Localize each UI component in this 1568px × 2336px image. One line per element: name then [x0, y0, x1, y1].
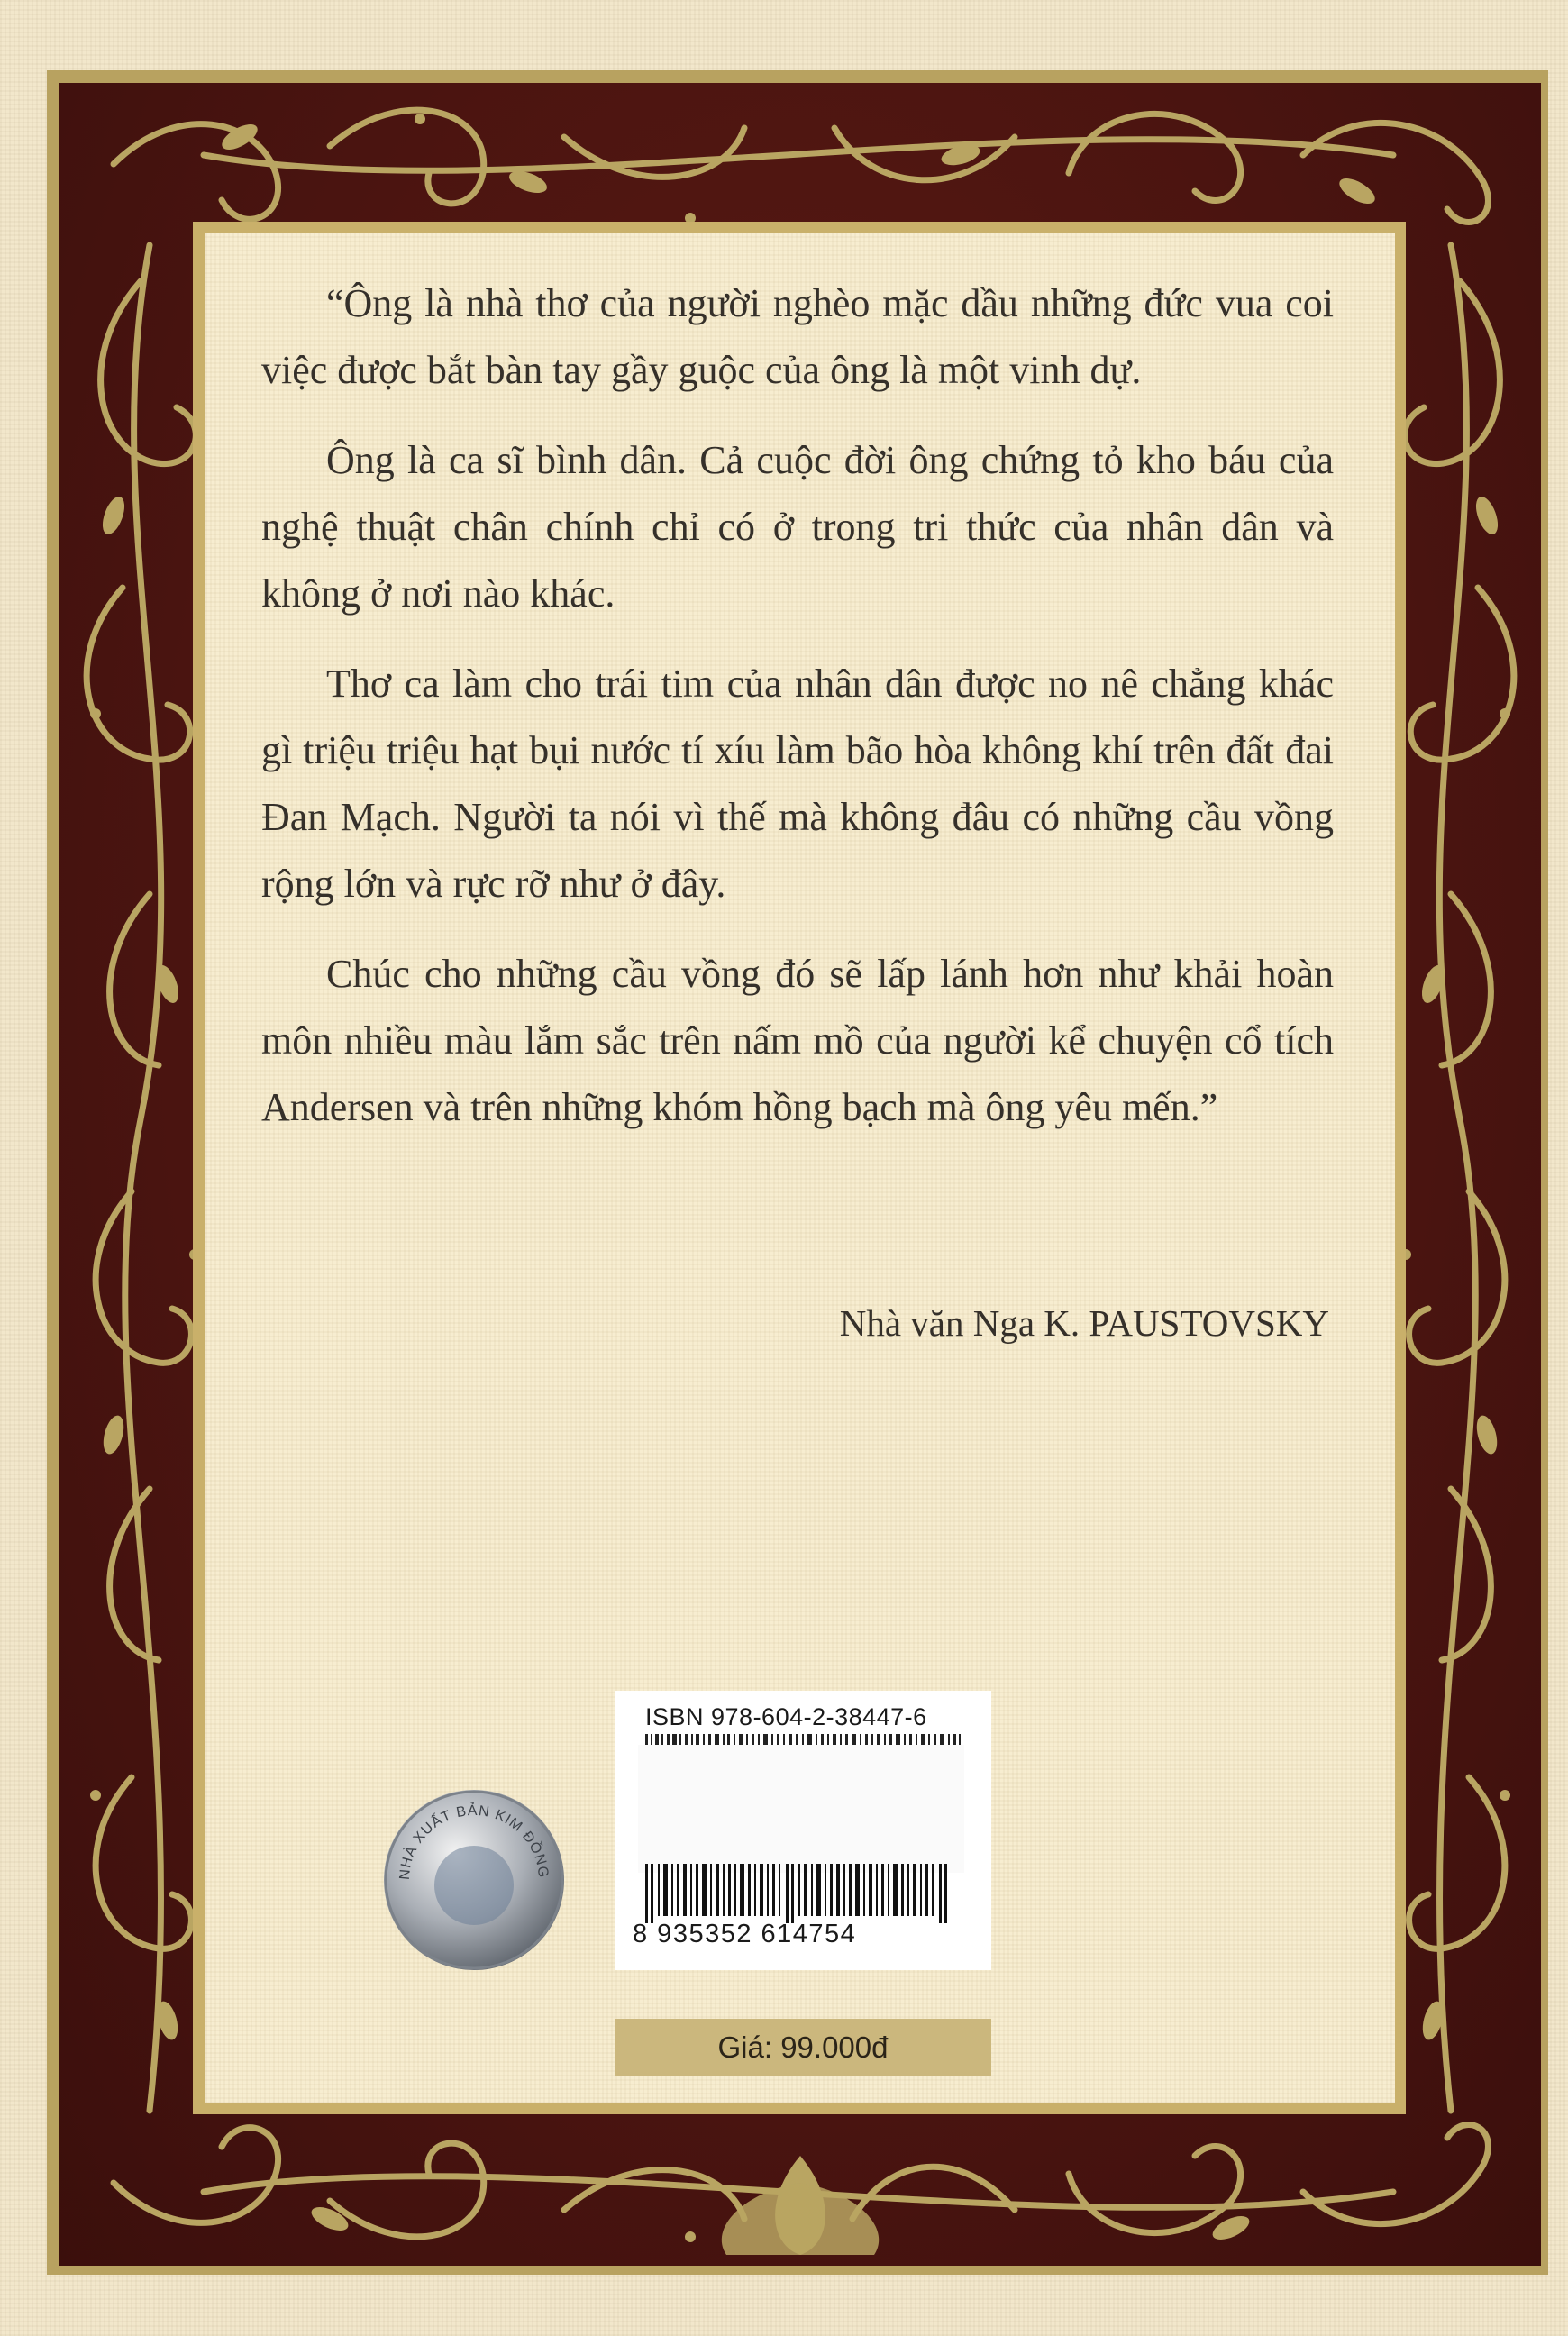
quote-block — [261, 270, 1334, 1164]
isbn-text: ISBN 978-604-2-38447-6 — [645, 1703, 927, 1730]
price-label: Giá: 99.000đ — [615, 2019, 991, 2076]
seal-text: NHÀ XUẤT BẢN KIM ĐỒNG — [397, 1802, 552, 1881]
quote-paragraph: Chúc cho những cầu vồng đó sẽ lấp lánh hơn như khải hoàn môn nhiều màu lắm sắc trên nấm mồ của người kể chuyện cổ tích Andersen và trên những khóm hồng bạch mà ông yêu mến.” — [261, 952, 1334, 1129]
publisher-seal-icon — [382, 1788, 566, 1972]
quote-paragraph: Ông là ca sĩ bình dân. Cả cuộc đời ông chứng tỏ kho báu của nghệ thuật chân chính chỉ có ở trong tri thức của nhân dân và không ở nơi nào khác. — [261, 438, 1334, 616]
barcode-blank-area — [638, 1745, 964, 1873]
ean-digits: 8 935352 614754 — [633, 1920, 857, 1948]
ean-barcode-icon — [645, 1864, 979, 1923]
quote-attribution: Nhà văn Nga K. PAUSTOVSKY — [839, 1302, 1329, 1344]
quote-paragraph: “Ông là nhà thơ của người nghèo mặc dầu những đức vua coi việc được bắt bàn tay gầy guộc của ông là một vinh dự. — [261, 281, 1334, 392]
barcode-label — [615, 1691, 991, 1970]
quote-paragraph: Thơ ca làm cho trái tim của nhân dân được no nê chẳng khác gì triệu triệu hạt bụi nước tí xíu làm bão hòa không khí trên đất đai Đan Mạch. Người ta nói vì thế mà không đâu có những cầu vồng rộng lớn và rực rỡ như ở đây. — [261, 662, 1334, 906]
